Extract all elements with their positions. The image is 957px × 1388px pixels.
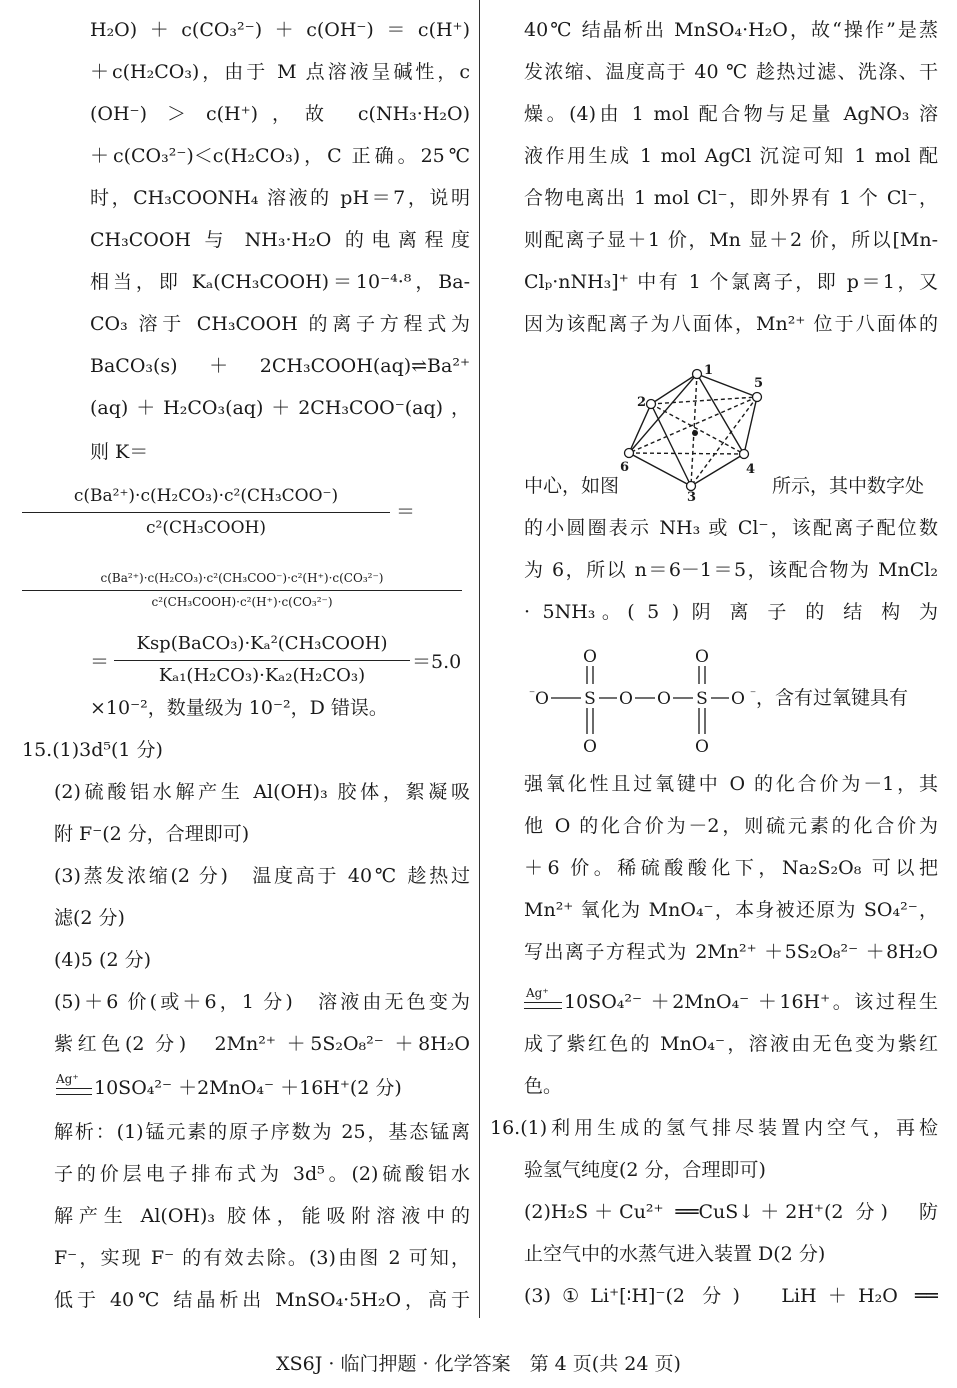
- fraction-denominator: c²(CH₃COOH): [146, 518, 266, 538]
- fraction-numerator: c(Ba²⁺)·c(H₂CO₃)·c²(CH₃COO⁻): [73, 486, 339, 506]
- text-line: · 5NH₃。( 5 ) 阴 离 子 的 结 构 为: [524, 601, 938, 623]
- svg-text:O: O: [657, 689, 671, 709]
- svg-text:O: O: [535, 689, 549, 709]
- analysis-line: 解产生 Al(OH)₃ 胶体，能吸附溶液中的: [54, 1205, 470, 1227]
- text-line: 发浓缩、温度高于 40 ℃ 趁热过滤、洗涤、干: [524, 61, 938, 83]
- text-line: ＋c(H₂CO₃)，由于 M 点溶液呈碱性，c: [90, 61, 470, 83]
- analysis-line: 解析：(1)锰元素的原子序数为 25，基态锰离: [54, 1121, 470, 1143]
- fraction-denominator: Kₐ₁(H₂CO₃)·Kₐ₂(H₂CO₃): [158, 665, 366, 686]
- text-line: 中心，如图: [524, 475, 620, 497]
- text-line: Clₚ·nNH₃]⁺ 中有 1 个氯离子，即 p＝1，又: [524, 271, 938, 293]
- vertex-label: 3: [687, 490, 697, 502]
- svg-text:O: O: [695, 647, 709, 667]
- answer-line: (2)H₂S＋Cu²⁺ ══CuS↓＋2H⁺(2 分) 防: [524, 1201, 938, 1223]
- text-line: ＋6 价。稀硫酸酸化下，Na₂S₂O₈ 可以把: [524, 857, 938, 879]
- text-line: 液作用生成 1 mol AgCl 沉淀可知 1 mol 配: [524, 145, 938, 167]
- answer-line: (4)5 (2 分): [54, 949, 151, 971]
- text-line: 10SO₄²⁻ ＋2MnO₄⁻ ＋16H⁺。该过程生: [564, 991, 938, 1013]
- reaction-arrow: [56, 1088, 92, 1095]
- fraction-numerator: c(Ba²⁺)·c(H₂CO₃)·c²(CH₃COO⁻)·c²(H⁺)·c(CO₃²⁻): [100, 571, 384, 585]
- text-line: ，含有过氧键具有: [756, 687, 909, 709]
- vertex-label: 4: [746, 462, 756, 477]
- text-line: 合物电离出 1 mol Cl⁻，即外界有 1 个 Cl⁻，: [524, 187, 938, 209]
- answer-line: (3)①Li⁺[∶H]⁻(2 分) LiH＋H₂O ══: [524, 1285, 938, 1307]
- analysis-line: 子的价层电子排布式为 3d⁵。(2)硫酸铝水: [54, 1163, 470, 1185]
- answer-line: 验氢气纯度(2 分，合理即可): [524, 1159, 766, 1181]
- svg-text:O: O: [695, 737, 709, 757]
- text-line: 40℃ 结晶析出 MnSO₄·H₂O，故“操作”是蒸: [524, 19, 938, 41]
- text-line: 则 K＝: [90, 441, 149, 463]
- fraction-numerator: Ksp(BaCO₃)·Kₐ²(CH₃COOH): [136, 633, 388, 654]
- text-line: (OH⁻) ＞ c(H⁺)，故 c(NH₃·H₂O): [90, 103, 470, 125]
- fraction-bar: [22, 512, 390, 513]
- text-line: 燥。(4)由 1 mol 配合物与足量 AgNO₃ 溶: [524, 103, 938, 125]
- text-line: 的小圆圈表示 NH₃ 或 Cl⁻，该配离子配位数: [524, 517, 938, 539]
- text-line: 因为该配离子为八面体，Mn²⁺ 位于八面体的: [524, 313, 938, 335]
- fraction-bar: [114, 660, 410, 661]
- answer-line: 止空气中的水蒸气进入装置 D(2 分): [524, 1243, 826, 1265]
- answer-line: 10SO₄²⁻ ＋2MnO₄⁻ ＋16H⁺(2 分): [94, 1077, 402, 1099]
- answer-line: 紫红色(2 分) 2Mn²⁺ ＋5S₂O₈²⁻ ＋8H₂O: [54, 1033, 470, 1055]
- svg-text:O: O: [583, 647, 597, 667]
- column-divider: [479, 0, 480, 1318]
- text-line: 为 6，所以 n＝6－1＝5，该配合物为 MnCl₂: [524, 559, 938, 581]
- svg-text:S: S: [696, 689, 708, 709]
- equals-sign: ＝: [90, 651, 110, 673]
- question-16-title: 16.(1)利用生成的氢气排尽装置内空气，再检: [490, 1117, 938, 1139]
- answer-line: 滤(2 分): [54, 907, 125, 929]
- answer-line: (5)＋6 价(或＋6，1 分) 溶液由无色变为: [54, 991, 470, 1013]
- answer-line: 附 F⁻(2 分，合理即可): [54, 823, 250, 845]
- vertex-label: 6: [620, 460, 630, 475]
- reaction-arrow: [524, 1002, 562, 1009]
- text-line: ×10⁻²，数量级为 10⁻²，D 错误。: [90, 697, 388, 719]
- text-line: CH₃COOH 与 NH₃·H₂O 的电离程度: [90, 229, 470, 251]
- answer-line: (3)蒸发浓缩(2 分) 温度高于 40℃ 趁热过: [54, 865, 470, 887]
- text-line: 写出离子方程式为 2Mn²⁺ ＋5S₂O₈²⁻ ＋8H₂O: [524, 941, 938, 963]
- svg-text:O: O: [583, 737, 597, 757]
- text-line: (aq)＋H₂CO₃(aq)＋2CH₃COO⁻(aq)，: [90, 397, 470, 419]
- fraction-denominator: c²(CH₃COOH)·c²(H⁺)·c(CO₃²⁻): [151, 595, 333, 609]
- catalyst-label: Ag⁺: [56, 1072, 79, 1086]
- question-15-title: 15.(1)3d⁵(1 分): [22, 739, 163, 761]
- svg-text:⁻: ⁻: [528, 687, 536, 701]
- text-line: 他 O 的化合价为－2，则硫元素的化合价为: [524, 815, 938, 837]
- page-footer: XS6J · 临门押题 · 化学答案 第 4 页(共 24 页): [276, 1353, 681, 1375]
- text-line: 相当，即 Kₐ(CH₃COOH)＝10⁻⁴·⁸，Ba-: [90, 271, 470, 293]
- text-line: 时，CH₃COONH₄ 溶液的 pH＝7，说明: [90, 187, 470, 209]
- text-line: H₂O)＋c(CO₃²⁻)＋c(OH⁻)＝c(H⁺): [90, 19, 470, 41]
- svg-text:O: O: [731, 689, 745, 709]
- text-line: 成了紫红色的 MnO₄⁻，溶液由无色变为紫红: [524, 1033, 938, 1055]
- text-line: 则配离子显＋1 价，Mn 显＋2 价，所以[Mn-: [524, 229, 938, 251]
- vertex-label: 2: [637, 395, 647, 410]
- text-line: CO₃ 溶于 CH₃COOH 的离子方程式为: [90, 313, 470, 335]
- svg-text:O: O: [619, 689, 633, 709]
- fraction-bar: [22, 590, 462, 591]
- equals-sign: ＝: [396, 501, 416, 523]
- vertex-label: 5: [754, 376, 764, 391]
- text-line: BaCO₃(s)＋2CH₃COOH(aq)⇌Ba²⁺: [90, 355, 470, 377]
- analysis-line: 低于 40℃ 结晶析出 MnSO₄·5H₂O，高于: [54, 1289, 470, 1311]
- vertex-label: 1: [704, 363, 714, 378]
- text-line: 所示，其中数字处: [772, 475, 925, 497]
- peroxodisulfate-structure: [524, 640, 764, 758]
- svg-text:S: S: [584, 689, 596, 709]
- text-line: ＋c(CO₃²⁻)＜c(H₂CO₃)，C 正确。25℃: [90, 145, 470, 167]
- text-line: 色。: [524, 1075, 563, 1097]
- analysis-line: F⁻，实现 F⁻ 的有效去除。(3)由图 2 可知，: [54, 1247, 470, 1269]
- text-line: Mn²⁺ 氧化为 MnO₄⁻，本身被还原为 SO₄²⁻，: [524, 899, 938, 921]
- result-value: ＝5.0: [412, 651, 462, 673]
- catalyst-label: Ag⁺: [526, 986, 549, 1000]
- answer-line: (2)硫酸铝水解产生 Al(OH)₃ 胶体，絮凝吸: [54, 781, 470, 803]
- svg-text:⁻: ⁻: [749, 687, 757, 701]
- text-line: 强氧化性且过氧键中 O 的化合价为－1，其: [524, 773, 938, 795]
